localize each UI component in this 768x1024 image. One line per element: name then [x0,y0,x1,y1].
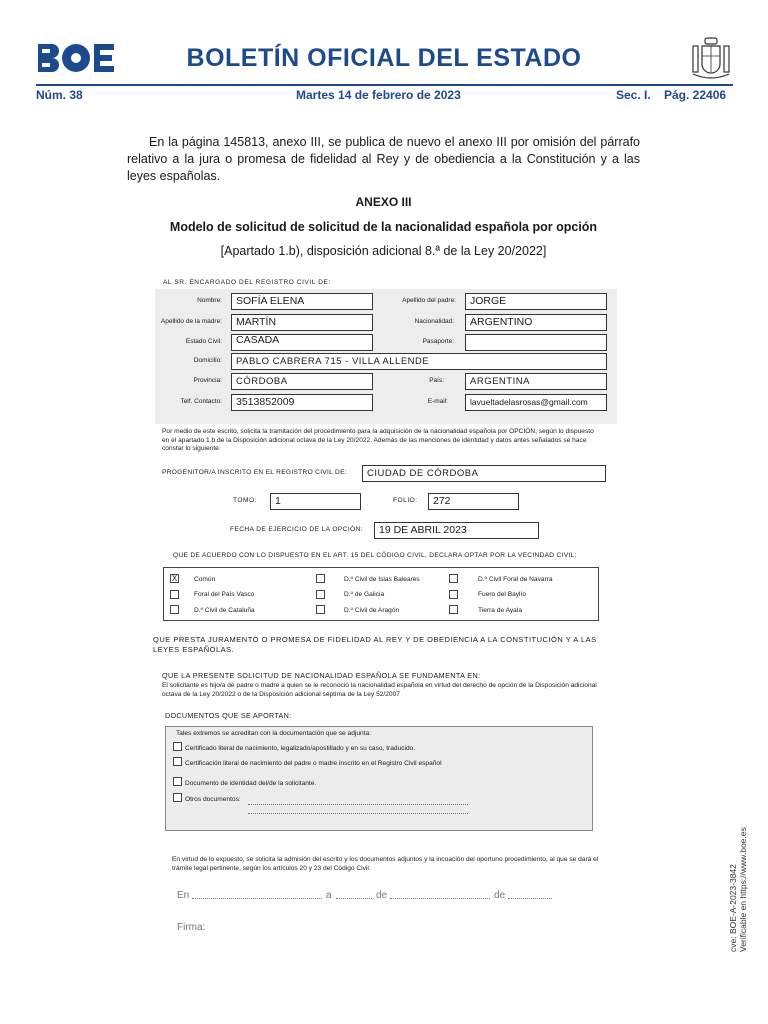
folio-label: FOLIO: [393,497,418,504]
pasaporte-field[interactable] [465,334,607,351]
docs-intro: Tales extremos se acreditan con la documentación que se adjunta: [176,730,371,737]
option-pais-vasco: Foral del País Vasco [194,591,255,598]
apellido-padre-label: Apellido del padre: [402,297,456,304]
fundamento-text: El solicitante es hijo/a de padre o madre a quien se le reconoció la nacionalidad española en virtud del derecho de opción de la Disposición adicional octava de la Ley 20/2022 o de la Disposición adicional séptima de la Ley 52/2007 [162,682,597,698]
other-docs-line-1[interactable] [248,804,468,805]
fecha-label: FECHA DE EJERCICIO DE LA OPCIÓN: [230,526,363,533]
de1-label: de [376,890,388,901]
doc-id: Documento de identidad del/de la solicitante. [185,780,317,787]
estado-civil-label: Estado Civil: [185,338,222,345]
issue-number: Núm. 38 [36,88,83,102]
gazette-title: BOLETÍN OFICIAL DEL ESTADO [186,44,582,72]
option-aragon: D.º Civil de Aragón [344,607,400,614]
option-galicia: D.º de Galicia [344,591,385,598]
folio-field[interactable]: 272 [428,493,519,510]
checkbox-doc-id[interactable] [173,777,182,786]
nombre-field[interactable]: SOFÍA ELENA [231,293,373,310]
progenitor-field[interactable]: CIUDAD DE CÓRDOBA [362,465,606,482]
option-navarra: D.º Civil Foral de Navarra [478,576,553,583]
doc-birth-cert: Certificado literal de nacimiento, legalizado/apostillado y en su caso, traducido. [185,745,416,752]
checkbox-pais-vasco[interactable] [170,590,179,599]
firma-label: Firma: [177,922,206,933]
day-line[interactable] [336,898,372,899]
apellido-madre-field[interactable]: MARTÍN [231,314,373,331]
en-label: En [177,890,190,901]
checkbox-aragon[interactable] [316,605,325,614]
cve-text: cve: BOE-A-2023-3842 [728,864,738,952]
checkbox-doc-other[interactable] [173,793,182,802]
page-number: Pág. 22406 [664,88,727,102]
email-label: E-mail: [427,398,448,405]
nacionalidad-field[interactable]: ARGENTINO [465,314,607,331]
section-label: Sec. I. [616,88,651,102]
estado-civil-field[interactable]: CASADA [231,334,373,351]
option-ayala: Tierra de Ayala [478,607,522,614]
checkbox-ayala[interactable] [449,605,458,614]
annex-title: ANEXO III [355,195,412,209]
request-text: Por medio de este escrito, solicita la tramitación del procedimiento para la adquisición de la nacionalidad española por OPCIÓN, según lo dispuesto en el apartado 1.b de la Disposición adicional octava de la Ley 20/2022. Además de las menciones de identidad y datos antes señalados se hace constar lo siguiente: [162,428,594,452]
checkbox-baleares[interactable] [316,574,325,583]
intro-paragraph: En la página 145813, anexo III, se publica de nuevo el anexo III por omisión del párrafo relativo a la jura o promesa de fidelidad al Rey y de obediencia a la Constitución y a las leyes españolas. [127,135,640,183]
apellido-madre-label: Apellido de la madre: [160,318,222,325]
domicilio-label: Domicilio: [193,357,222,364]
progenitor-label: PROGENITOR/A INSCRITO EN EL REGISTRO CIVIL DE: [162,469,347,476]
option-baleares: D.º Civil de Islas Baleares [344,576,420,583]
provincia-field[interactable]: CÓRDOBA [231,373,373,390]
closing-text: En virtud de lo expuesto, se solicita la admisión del escrito y los documentos adjuntos y la incoación del oportuno procedimiento, al que se dará el trámite legal pertinente, según los artículos 20 y 23 del Código Civil. [172,856,599,872]
doc-parent-cert: Certificación literal de nacimiento del padre o madre inscrito en el Registro Civil español [185,760,442,767]
checkbox-baylio[interactable] [449,590,458,599]
vecindad-label: QUE DE ACUERDO CON LO DISPUESTO EN EL ART. 15 DEL CÓDIGO CIVIL, DECLARA OPTAR POR LA VECINDAD CIVIL: [173,552,577,559]
boe-logo [36,42,116,74]
option-comun: Común [194,576,216,583]
option-cataluna: D.º Civil de Cataluña [194,607,255,614]
header-rule [36,84,733,86]
side-verification [728,822,748,952]
nombre-label: Nombre: [197,297,222,304]
other-docs-line-2[interactable] [248,813,468,814]
de2-label: de [494,890,506,901]
checkbox-doc-parent-cert[interactable] [173,757,182,766]
fundamento-label: QUE LA PRESENTE SOLICITUD DE NACIONALIDAD ESPAÑOLA SE FUNDAMENTA EN: [162,671,481,680]
issue-date: Martes 14 de febrero de 2023 [296,88,461,102]
documentos-label: DOCUMENTOS QUE SE APORTAN: [165,711,292,720]
coat-of-arms-icon [690,36,732,80]
checkbox-navarra[interactable] [449,574,458,583]
apellido-padre-field[interactable]: JORGE [465,293,607,310]
domicilio-field[interactable]: PABLO CABRERA 715 - VILLA ALLENDE [231,353,607,370]
checkbox-cataluna[interactable] [170,605,179,614]
pais-label: País: [429,377,444,384]
tomo-field[interactable]: 1 [270,493,361,510]
pasaporte-label: Pasaporte: [422,338,454,345]
tomo-label: TOMO: [233,497,257,504]
a-label: a [326,890,332,901]
year-line[interactable] [508,898,552,899]
month-line[interactable] [390,898,490,899]
model-title: Modelo de solicitud de solicitud de la nacionalidad española por opción [169,220,598,234]
pais-field[interactable]: ARGENTINA [465,373,607,390]
doc-other: Otros documentos: [185,796,241,803]
telf-label: Telf. Contacto: [180,398,222,405]
verify-link[interactable]: Verificable en https://www.boe.es [738,827,748,952]
addressee-label: AL SR. ENCARGADO DEL REGISTRO CIVIL DE: [163,279,331,286]
documents-box [165,726,593,831]
juramento-text: QUE PRESTA JURAMENTO O PROMESA DE FIDELIDAD AL REY Y DE OBEDIENCIA A LA CONSTITUCIÓN Y A LAS LEYES ESPAÑOLAS. [153,635,597,654]
telf-field[interactable]: 3513852009 [231,394,373,411]
checkbox-galicia[interactable] [316,590,325,599]
email-field[interactable]: lavueltadelasrosas@gmail.com [465,394,607,411]
checkbox-comun[interactable]: X [171,574,178,583]
fecha-field[interactable]: 19 DE ABRIL 2023 [374,522,539,539]
checkbox-doc-birth-cert[interactable] [173,742,182,751]
nacionalidad-label: Nacionalidad: [414,318,454,325]
apartado-line: [Apartado 1.b), disposición adicional 8.ª de la Ley 20/2022] [220,244,547,258]
option-baylio: Fuero del Baylío [478,591,527,598]
place-line[interactable] [192,898,322,899]
provincia-label: Provincia: [193,377,222,384]
